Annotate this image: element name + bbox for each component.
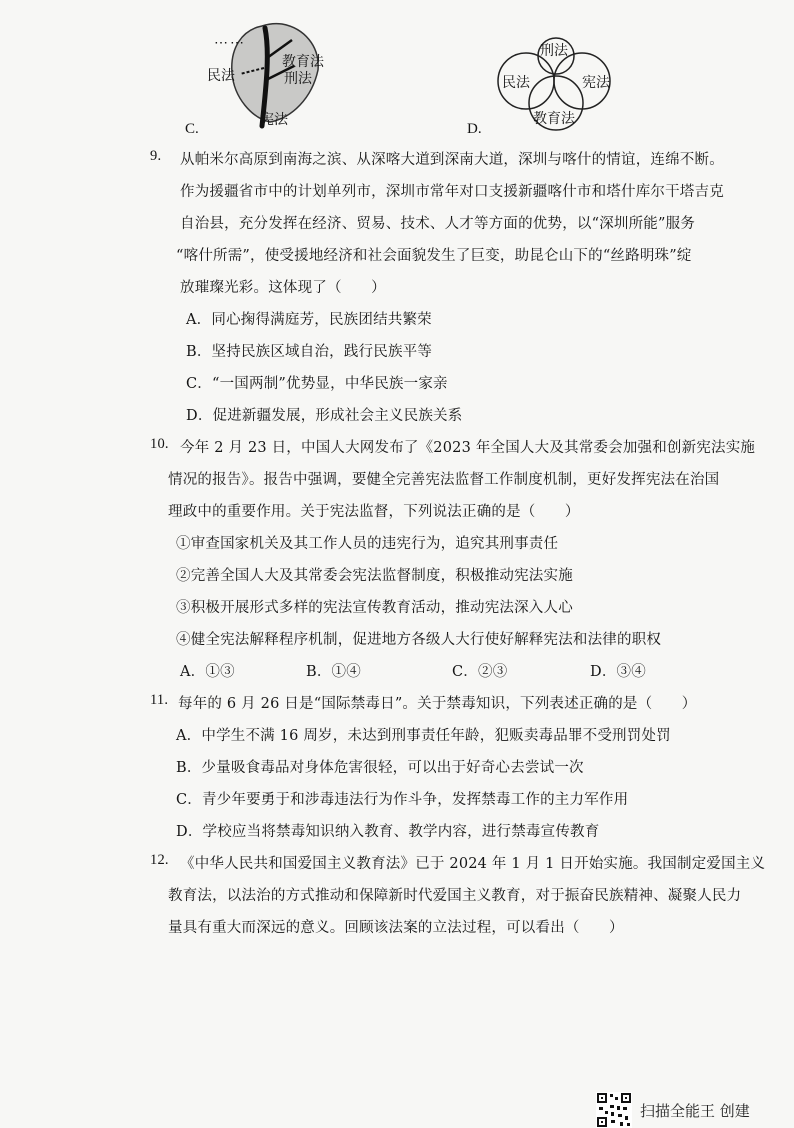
choice-c[interactable]: C．②③	[452, 664, 508, 680]
figure-c-letter: C.	[185, 121, 199, 137]
stem-line: 《中华人民共和国爱国主义教育法》已于 2024 年 1 月 1 日开始实施。我国制定爱国主义	[180, 856, 766, 872]
venn-label-xian: 宪法	[582, 75, 610, 91]
stem-line: 今年 2 月 23 日，中国人大网发布了《2023 年全国人大及其常委会加强和创新宪法实施	[180, 440, 756, 456]
option-c[interactable]: C．“一国两制”优势显，中华民族一家亲	[186, 376, 448, 392]
stem-line: 量具有重大而深远的意义。回顾该法案的立法过程，可以看出（ ）	[168, 920, 624, 936]
statement-1: ①审查国家机关及其工作人员的违宪行为，追究其刑事责任	[176, 536, 559, 552]
leaf-label-xing: 刑法	[284, 71, 312, 87]
leaf-label-xian: 宪法	[260, 112, 288, 128]
choice-a[interactable]: A．①③	[180, 664, 235, 680]
option-b[interactable]: B．少量吸食毒品对身体危害很轻，可以出于好奇心去尝试一次	[176, 760, 584, 776]
question-number: 9.	[150, 148, 162, 164]
stem-line: 情况的报告》。报告中强调，要健全完善宪法监督工作制度机制，更好发挥宪法在治国	[168, 472, 720, 488]
qr-code-icon	[596, 1092, 632, 1128]
question-number: 11.	[150, 692, 169, 708]
choice-d[interactable]: D．③④	[590, 664, 646, 680]
option-a[interactable]: A．中学生不满 16 周岁，未达到刑事责任年龄，犯贩卖毒品罪不受刑罚处罚	[176, 728, 671, 744]
stem-line: 作为援疆省市中的计划单列市，深圳市常年对口支援新疆喀什市和塔什库尔干塔吉克	[180, 184, 724, 200]
option-c[interactable]: C．青少年要勇于和涉毒违法行为作斗争，发挥禁毒工作的主力军作用	[176, 792, 629, 808]
option-a[interactable]: A．同心掬得满庭芳，民族团结共繁荣	[186, 312, 432, 328]
statement-4: ④健全宪法解释程序机制，促进地方各级人大行使好解释宪法和法律的职权	[176, 632, 662, 648]
leaf-label-min: 民法	[207, 68, 235, 84]
stem-line: 从帕米尔高原到南海之滨、从深喀大道到深南大道，深圳与喀什的情谊，连绵不断。	[180, 152, 724, 168]
stem-line: 放璀璨光彩。这体现了（ ）	[180, 280, 386, 296]
question-number: 12.	[150, 852, 169, 868]
dots: ⋯⋯	[214, 35, 246, 51]
option-b[interactable]: B．坚持民族区域自治，践行民族平等	[186, 344, 433, 360]
option-d[interactable]: D．促进新疆发展，形成社会主义民族关系	[186, 408, 463, 424]
statement-3: ③积极开展形式多样的宪法宣传教育活动，推动宪法深入人心	[176, 600, 573, 616]
venn-label-jiaoyu: 教育法	[533, 111, 575, 127]
footer-text: 扫描全能王 创建	[640, 1102, 750, 1120]
option-d[interactable]: D．学校应当将禁毒知识纳入教育、教学内容，进行禁毒宣传教育	[176, 824, 600, 840]
stem-line: “喀什所需”，使受援地经济和社会面貌发生了巨变，助昆仑山下的“丝路明珠”绽	[176, 248, 692, 264]
question-number: 10.	[150, 436, 169, 452]
stem-line: 自治县，充分发挥在经济、贸易、技术、人才等方面的优势，以“深圳所能”服务	[180, 216, 696, 232]
venn-label-min: 民法	[502, 75, 530, 91]
stem-line: 教育法，以法治的方式推动和保障新时代爱国主义教育，对于振奋民族精神、凝聚人民力	[168, 888, 742, 904]
statement-2: ②完善全国人大及其常委会宪法监督制度，积极推动宪法实施	[176, 568, 573, 584]
leaf-label-jiaoyu: 教育法	[282, 54, 324, 70]
stem-line: 理政中的重要作用。关于宪法监督，下列说法正确的是（ ）	[168, 504, 580, 520]
venn-label-xing: 刑法	[540, 43, 568, 59]
stem-line: 每年的 6 月 26 日是“国际禁毒日”。关于禁毒知识，下列表述正确的是（ ）	[178, 696, 697, 712]
figure-d-letter: D.	[467, 121, 482, 137]
choice-b[interactable]: B．①④	[306, 664, 361, 680]
